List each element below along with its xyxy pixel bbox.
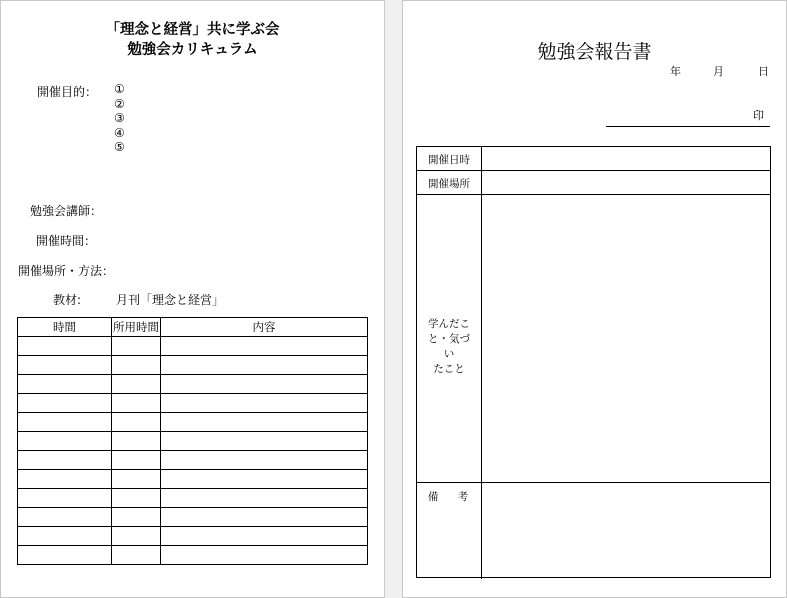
cell-time[interactable]	[18, 413, 112, 432]
curriculum-title-line1: 「理念と経営」共に学ぶ会	[105, 22, 280, 38]
purpose-list	[114, 82, 125, 155]
table-row	[18, 413, 368, 432]
purpose-item: ②	[114, 96, 125, 111]
cell-time[interactable]	[18, 375, 112, 394]
cell-content[interactable]	[161, 489, 368, 508]
cell-duration[interactable]	[112, 489, 161, 508]
report-page	[402, 0, 787, 598]
table-row	[18, 508, 368, 527]
time-label: 開催時間：	[36, 234, 97, 248]
cell-time[interactable]	[18, 470, 112, 489]
cell-duration[interactable]	[112, 546, 161, 565]
cell-time[interactable]	[18, 451, 112, 470]
purpose-label: 開催目的：	[37, 85, 98, 99]
learned-label-line1: 学んだこ	[428, 318, 470, 330]
place-row	[417, 171, 770, 195]
cell-duration[interactable]	[112, 432, 161, 451]
cell-time[interactable]	[18, 489, 112, 508]
report-title: 勉強会報告書	[537, 41, 652, 63]
cell-duration[interactable]	[112, 413, 161, 432]
material-label: 教材:	[53, 293, 82, 307]
table-row	[18, 527, 368, 546]
datetime-row	[417, 147, 770, 171]
learned-label	[417, 317, 481, 377]
cell-duration[interactable]	[112, 356, 161, 375]
remarks-header	[417, 483, 482, 579]
cell-content[interactable]	[161, 413, 368, 432]
cell-content[interactable]	[161, 546, 368, 565]
datetime-header	[417, 147, 482, 170]
cell-content[interactable]	[161, 337, 368, 356]
cell-duration[interactable]	[112, 375, 161, 394]
cell-duration[interactable]	[112, 394, 161, 413]
cell-duration[interactable]	[112, 451, 161, 470]
learned-label-line2: と・気づい	[428, 333, 470, 360]
table-row	[18, 375, 368, 394]
place-label: 開催場所・方法：	[18, 264, 115, 278]
header-content: 内容	[161, 318, 368, 337]
report-form	[416, 146, 771, 578]
purpose-item: ①	[114, 82, 125, 96]
curriculum-page	[0, 0, 385, 598]
cell-duration[interactable]	[112, 508, 161, 527]
purpose-item: ⑤	[114, 140, 125, 154]
date-year: 年	[670, 65, 681, 78]
cell-time[interactable]	[18, 337, 112, 356]
remarks-row	[417, 483, 770, 579]
cell-content[interactable]	[161, 508, 368, 527]
learned-header	[417, 195, 482, 482]
cell-content[interactable]	[161, 470, 368, 489]
table-row	[18, 489, 368, 508]
table-row	[18, 451, 368, 470]
remarks-label: 備 考	[427, 491, 477, 503]
header-duration: 所用時間	[112, 318, 161, 337]
cell-time[interactable]	[18, 356, 112, 375]
header-time: 時間	[18, 318, 112, 337]
learned-row	[417, 195, 770, 483]
purpose-item: ③	[114, 111, 125, 125]
seal-mark: 印	[753, 109, 764, 122]
cell-duration[interactable]	[112, 337, 161, 356]
table-row	[18, 356, 368, 375]
material-value: 月刊「理念と経営」	[116, 293, 225, 307]
place-label: 開催場所	[428, 178, 470, 190]
date-month: 月	[713, 65, 724, 78]
table-row	[18, 470, 368, 489]
cell-content[interactable]	[161, 451, 368, 470]
curriculum-table	[17, 317, 368, 565]
cell-content[interactable]	[161, 527, 368, 546]
cell-content[interactable]	[161, 394, 368, 413]
cell-duration[interactable]	[112, 527, 161, 546]
lecturer-label: 勉強会講師：	[30, 204, 103, 218]
purpose-item: ④	[114, 125, 125, 140]
cell-time[interactable]	[18, 527, 112, 546]
cell-time[interactable]	[18, 508, 112, 527]
cell-content[interactable]	[161, 432, 368, 451]
learned-label-line3: たこと	[433, 363, 465, 375]
place-header	[417, 171, 482, 194]
table-row	[18, 546, 368, 565]
curriculum-title-line2: 勉強会カリキュラム	[127, 42, 258, 58]
table-row	[18, 394, 368, 413]
table-header-row	[18, 318, 368, 337]
signature-line	[606, 126, 770, 127]
date-day: 日	[758, 65, 769, 78]
table-row	[18, 432, 368, 451]
cell-time[interactable]	[18, 432, 112, 451]
datetime-label: 開催日時	[428, 154, 470, 166]
cell-time[interactable]	[18, 394, 112, 413]
cell-time[interactable]	[18, 546, 112, 565]
table-row	[18, 337, 368, 356]
cell-duration[interactable]	[112, 470, 161, 489]
cell-content[interactable]	[161, 375, 368, 394]
cell-content[interactable]	[161, 356, 368, 375]
